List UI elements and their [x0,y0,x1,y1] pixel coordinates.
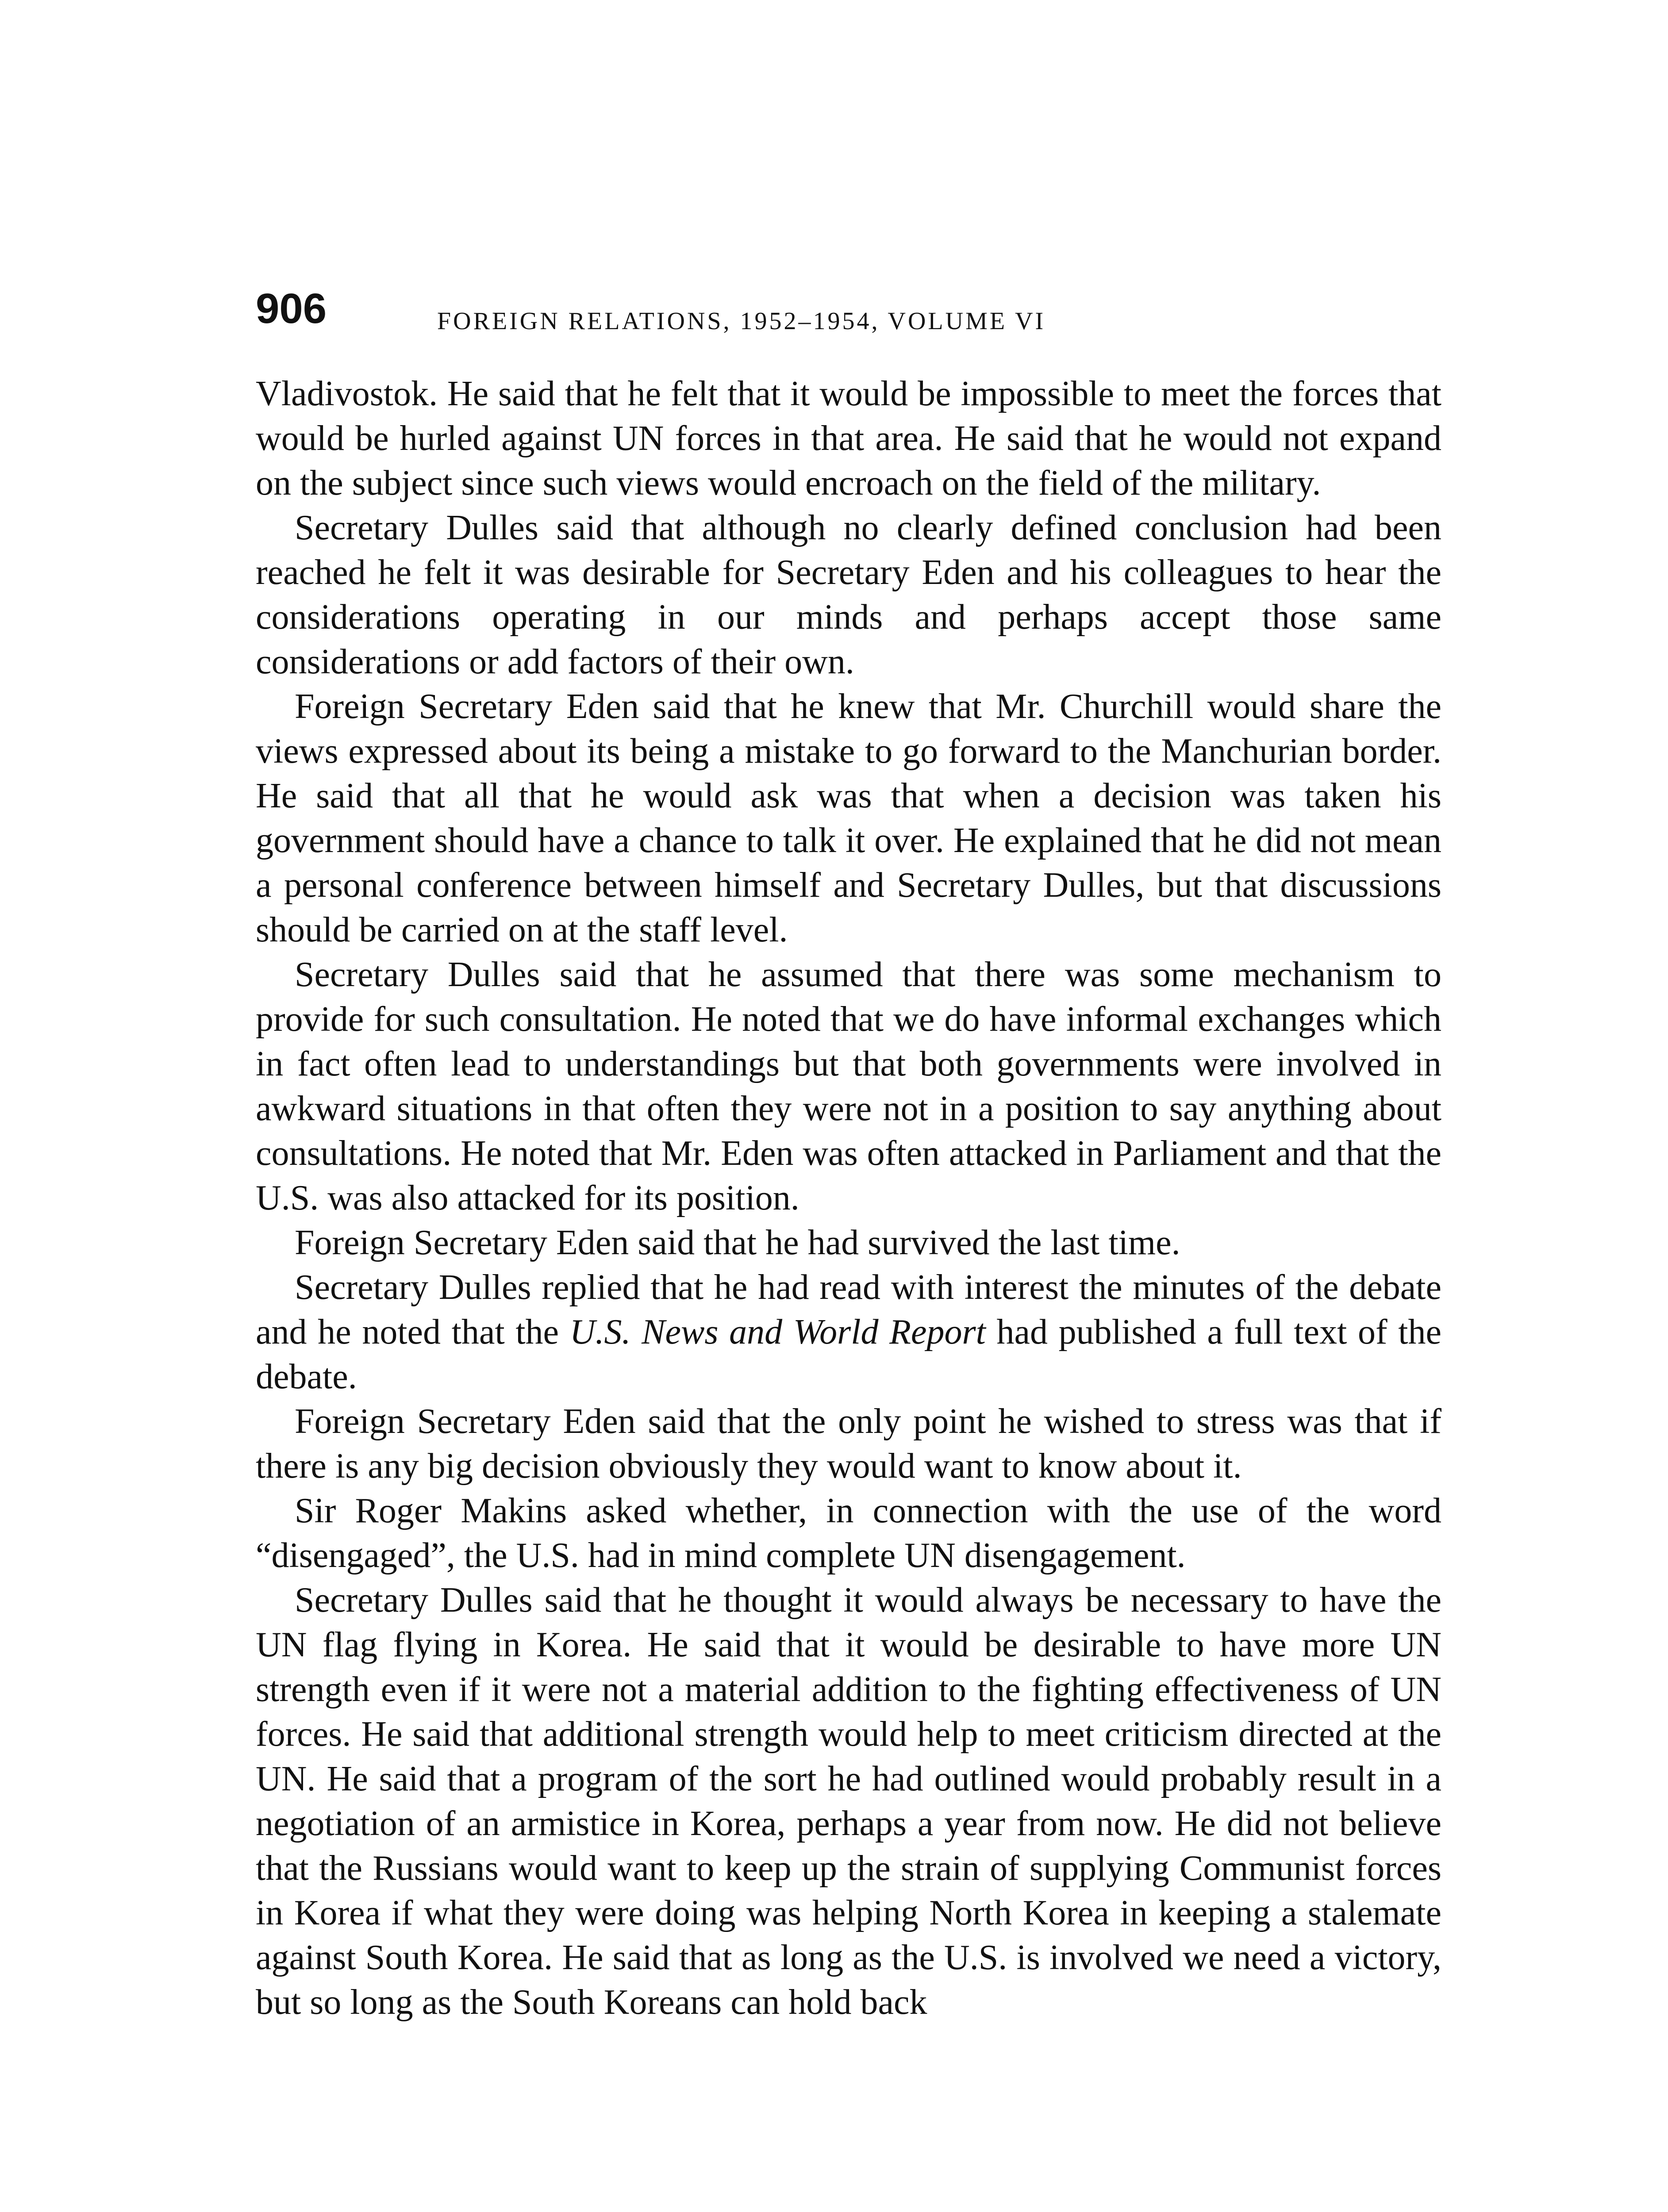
paragraph: Foreign Secretary Eden said that he had survived the last time. [295,1223,1180,1262]
paragraph: Secretary Dulles said that although no clearly defined conclusion had been reached he felt it was desirable for Secretary Eden and his colleagues to hear the considerations operating in our minds and perhaps accept those same considerations or add factors of their own. [256,508,1441,681]
paragraph-continued: Vladivostok. He said that he felt that it would be impossible to meet the forces that would be hurled against UN forces in that area. He said that he would not expand on the subject since such views would encroach on the field of the military. [256,374,1441,503]
paragraph: Secretary Dulles said that he assumed that there was some mechanism to provide for such consultation. He noted that we do have informal exchanges which in fact often lead to understandings but that both governments were involved in awkward situations in that often they were not in a position to say anything about consultations. He noted that Mr. Eden was often attacked in Parliament and that the U.S. was also attacked for its position. [256,955,1441,1217]
running-title: FOREIGN RELATIONS, 1952–1954, VOLUME VI [437,307,1046,335]
document-page [256,285,1441,2025]
publication-title: U.S. News and World Report [569,1313,986,1352]
paragraph: Secretary Dulles said that he thought it would always be necessary to have the UN flag flying in Korea. He said that it would be desirable to have more UN strength even if it were not a material addition to the fighting effectiveness of UN forces. He said that additional strength would help to meet criticism directed at the UN. He said that a program of the sort he had outlined would probably result in a negotiation of an armistice in Korea, perhaps a year from now. He did not believe that the Russians would want to keep up the strain of supplying Communist forces in Korea if what they were doing was helping North Korea in keeping a stalemate against South Korea. He said that as long as the U.S. is involved we need a victory, but so long as the South Koreans can hold back [256,1581,1441,2022]
paragraph: Foreign Secretary Eden said that he knew that Mr. Churchill would share the views expressed about its being a mistake to go forward to the Manchurian border. He said that all that he would ask was that when a decision was taken his government should have a chance to talk it over. He explained that he did not mean a personal conference between himself and Secretary Dulles, but that discussions should be carried on at the staff level. [256,687,1441,949]
paragraph-text-after: had published a full text of the debate. [256,1313,1441,1396]
paragraph: Foreign Secretary Eden said that the only point he wished to stress was that if there is any big decision obviously they would want to know about it. [256,1402,1441,1486]
page-number: 906 [256,285,327,332]
running-header [256,285,1441,354]
paragraph: Sir Roger Makins asked whether, in connection with the use of the word “disengaged”, the U.S. had in mind complete UN disengagement. [256,1491,1441,1575]
paragraph-with-citation [256,1265,1441,1399]
body-text [256,372,1441,2025]
paragraph-text-before: Secretary Dulles replied that he had read with interest the minutes of the debate and he noted that the [256,1268,1441,1352]
